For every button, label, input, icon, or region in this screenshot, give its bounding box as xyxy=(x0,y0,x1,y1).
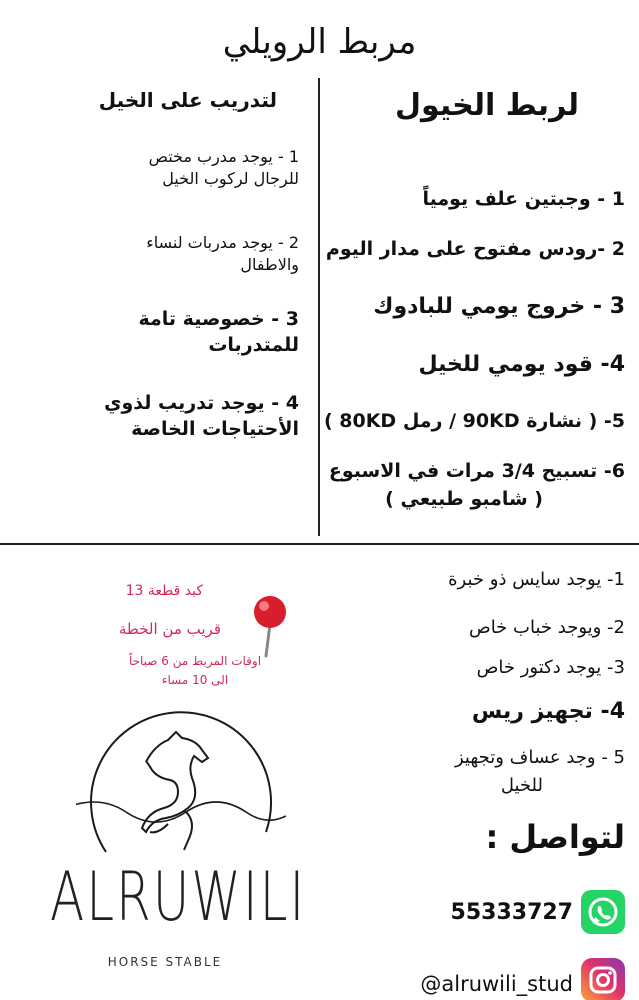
service-item-2: 2- ويوجد خباب خاص xyxy=(468,617,625,638)
brand-subtitle: HORSE STABLE xyxy=(107,955,223,969)
training-item-4 xyxy=(49,390,299,442)
contact-heading: لتواصل : xyxy=(485,818,625,856)
opening-hours-line1: اوقات المربط من 6 صباحاً xyxy=(128,654,262,668)
training-item-3 xyxy=(49,306,299,358)
service-item-5-cont: للخيل xyxy=(500,775,543,796)
service-item-3: 3- يوجد دكتور خاص xyxy=(476,657,625,678)
training-item-3-line1: 3 - خصوصية تامة xyxy=(138,308,299,330)
training-item-2 xyxy=(49,232,299,276)
location-plot: كبد قطعة 13 xyxy=(125,583,203,599)
service-item-5: 5 - وجد عساف وتجهيز xyxy=(454,747,625,768)
vertical-divider xyxy=(318,78,320,536)
horizontal-divider xyxy=(0,543,639,545)
training-item-4-line1: 4 - يوجد تدريب لذوي xyxy=(104,392,299,414)
stabling-item-3: 3 - خروج يومي للبادوك xyxy=(373,294,625,319)
training-item-1-line1: 1 - يوجد مدرب مختص xyxy=(148,147,299,166)
stabling-item-6: 6- تسبيح 3/4 مرات في الاسبوع xyxy=(328,460,625,482)
brand-name: ALRUWILI xyxy=(50,857,307,937)
whatsapp-icon[interactable] xyxy=(581,890,625,934)
service-item-4: 4- تجهيز ريس xyxy=(471,699,625,724)
opening-hours-line2: الى 10 مساء xyxy=(161,673,229,687)
training-item-3-line2: للمتدربات xyxy=(208,334,299,356)
stabling-item-1: 1 - وجبتين علف يومياً xyxy=(422,188,625,210)
training-item-1-line2: للرجال لركوب الخيل xyxy=(162,169,299,188)
training-item-2-line2: والاطفال xyxy=(240,255,299,274)
location-near: قريب من الخطة xyxy=(118,620,221,638)
training-item-4-line2: الأحتياجات الخاصة xyxy=(131,418,299,440)
service-item-1: 1- يوجد سايس ذو خبرة xyxy=(448,569,625,590)
page-title: مربط الرويلي xyxy=(222,22,417,62)
stabling-item-6-note: ( شامبو طبيعي ) xyxy=(385,488,543,510)
map-pin-icon xyxy=(246,594,294,658)
stabling-item-4: 4- قود يومي للخيل xyxy=(418,352,625,377)
training-item-2-line1: 2 - يوجد مدربات لنساء xyxy=(146,233,299,252)
training-item-1 xyxy=(49,146,299,190)
stabling-item-2: 2 -رودس مفتوح على مدار اليوم xyxy=(325,238,625,260)
phone-number[interactable]: 55333727 xyxy=(450,900,573,925)
stabling-item-5: 5- ( نشارة 90KD / رمل 80KD ) xyxy=(323,410,625,432)
training-heading: لتدريب على الخيل xyxy=(98,88,277,112)
instagram-icon[interactable] xyxy=(581,958,625,1000)
instagram-handle[interactable]: @alruwili_stud xyxy=(420,972,573,996)
stabling-heading: لربط الخيول xyxy=(394,88,579,123)
